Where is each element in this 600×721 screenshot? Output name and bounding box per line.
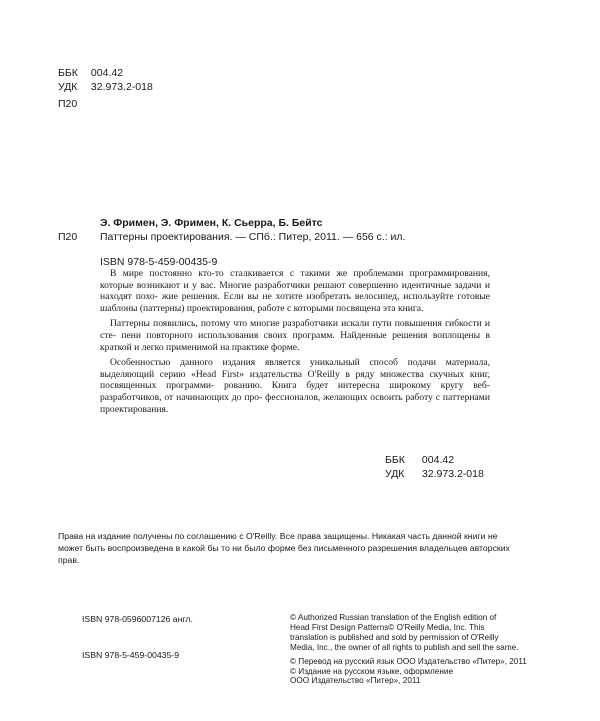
abstract-line: и легко применимой на практике форме.: [134, 341, 300, 353]
isbn-main: ISBN 978-5-459-00435-9: [100, 256, 218, 268]
bbk-label: ББК: [58, 67, 78, 79]
isbn-english: ISBN 978-0596007126 англ.: [82, 614, 193, 624]
abstract: [100, 268, 490, 419]
abstract-line: серию «Head First» издательства O'Reilly в ряду множества скучных книг, посвященных программи-: [100, 368, 490, 392]
abstract-line: Паттерны появились, потому что многие разработчики искали пути повышения гибкости и сте-: [100, 318, 490, 341]
bbk-label: ББК: [385, 454, 405, 466]
authors-line: Э. Фримен, Э. Фримен, К. Сьерра, Б. Бейтс: [100, 217, 323, 229]
abstract-paragraph-2: [100, 318, 490, 353]
bbk-value: 004.42: [90, 67, 124, 79]
copyright-notices: [290, 613, 527, 686]
copyright-line: Head First Design Patterns© O'Reilly Media, Inc. This: [290, 622, 485, 632]
udk-label: УДК: [58, 81, 78, 93]
udk-value: 32.973.2-018: [90, 81, 153, 93]
abstract-line: проектирования, работе с которыми посвящена эта книга.: [186, 302, 424, 314]
rights-line: Права на издание получены по соглашению с O'Reilly. Все права защищены. Никакая часть данной книги не: [58, 531, 498, 541]
copyright-line: Media, Inc., the owner of all rights to publish and sell the same.: [290, 642, 519, 652]
abstract-paragraph-1: [100, 268, 490, 314]
abstract-line: рованию. Книга будет интересна широкому кругу веб-разработчиков, от начинающих до про-: [100, 380, 491, 403]
udk-row: [58, 80, 153, 94]
abstract-line: В мире постоянно кто-то сталкивается с такими же проблемами программирования, которые: [100, 268, 490, 291]
rights-statement: [58, 530, 546, 566]
udk-row: [385, 467, 484, 481]
bbk-value: 004.42: [421, 454, 455, 466]
bbk-row: [385, 453, 484, 467]
udk-value: 32.973.2-018: [421, 468, 484, 480]
abstract-line: жие решения. Если вы не хотите изобретать велосипед, используйте готовые шаблоны (паттерны): [100, 291, 491, 314]
copyright-line: © Authorized Russian translation of the English edition of: [290, 613, 497, 622]
rights-line: прав.: [58, 555, 80, 565]
copyright-line: ООО Издательство «Питер», 2011: [290, 676, 421, 686]
abstract-paragraph-3: [100, 357, 490, 415]
author-mark: П20: [58, 98, 78, 110]
isbn-russian: ISBN 978-5-459-00435-9: [82, 650, 180, 660]
rights-line: может быть воспроизведена в какой бы то ни было форме без письменного разрешения владельцев авторских: [58, 543, 510, 553]
abstract-line: фессионалов, желающих освоить работу с паттернами проектирования.: [100, 391, 490, 415]
abstract-line: возникают и у вас. Многие разработчики решают совершенно идентичные задачи и находят похо-: [100, 279, 490, 303]
index-code: П20: [58, 231, 78, 243]
udk-label: УДК: [385, 468, 405, 480]
bbk-row: [58, 66, 153, 80]
top-classification: [58, 66, 153, 94]
copyright-line: © Издание на русском языке, оформление: [290, 666, 454, 676]
abstract-line: пени повторного использования своих программ. Найденные решения воплощены в краткой: [100, 329, 490, 353]
title-line: Паттерны проектирования. — СПб.: Питер, 2011. — 656 с.: ил.: [100, 231, 406, 243]
copyright-line: translation is published and sold by permission of O'Reilly: [290, 632, 499, 642]
abstract-line: Особенностью данного издания является уникальный способ подачи материала, выделяющий: [100, 357, 490, 380]
copyright-line: © Перевод на русский язык ООО Издательство «Питер», 2011: [290, 656, 527, 666]
bottom-classification: [385, 453, 484, 481]
